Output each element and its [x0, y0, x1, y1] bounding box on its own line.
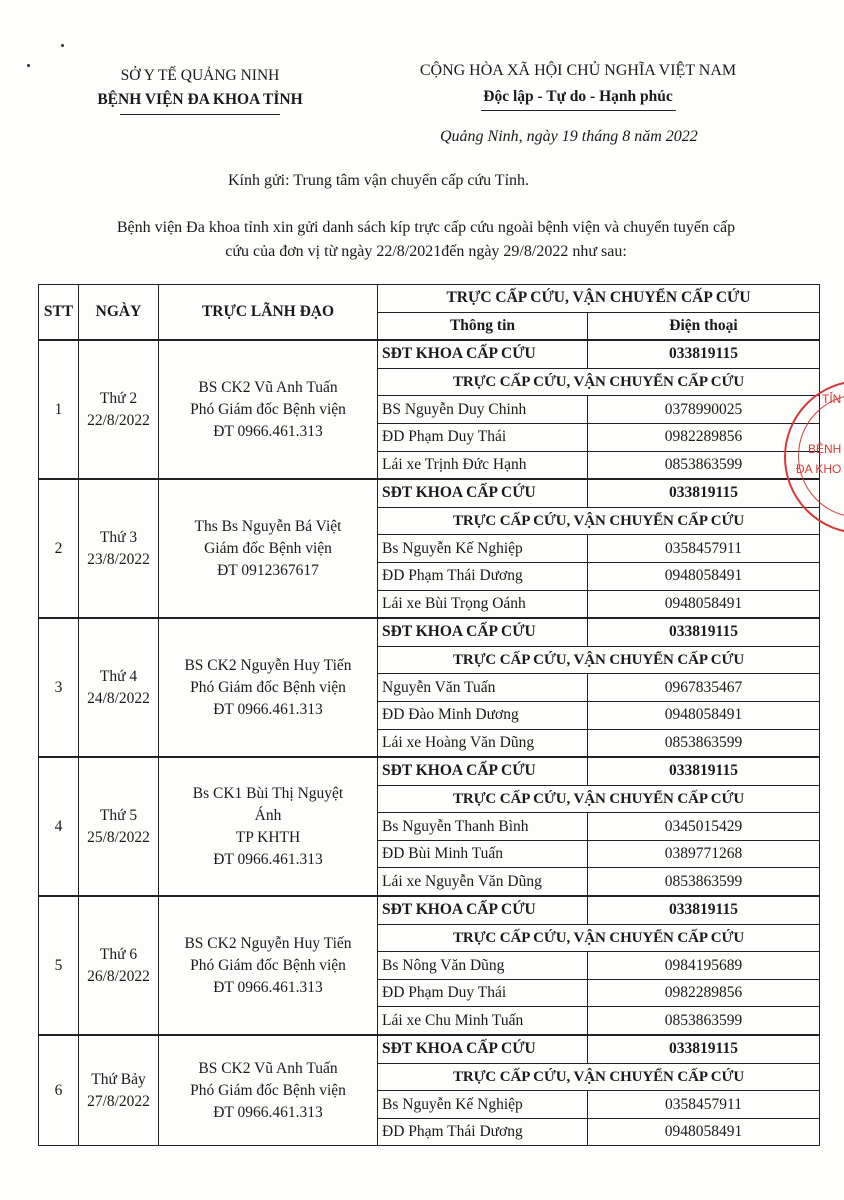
team-subheader: TRỰC CẤP CỨU, VẬN CHUYỂN CẤP CỨU — [378, 368, 820, 396]
leader-line: Bs CK1 Bùi Thị Nguyệt — [192, 784, 344, 802]
staff-phone: 0948058491 — [588, 701, 820, 729]
ec-phone-label: SĐT KHOA CẤP CỨU — [378, 1035, 588, 1063]
table-row — [39, 618, 820, 646]
leader-line: ĐT 0966.461.313 — [213, 1103, 323, 1121]
ec-phone-number: 033819115 — [588, 479, 820, 507]
staff-phone: 0853863599 — [588, 451, 820, 479]
staff-name: ĐD Phạm Thái Dương — [378, 1118, 588, 1146]
national-motto-block — [378, 58, 778, 111]
staff-name: ĐD Bùi Minh Tuấn — [378, 840, 588, 868]
col-header-leader: TRỰC LÃNH ĐẠO — [159, 285, 378, 341]
row-number: 1 — [39, 340, 79, 479]
col-header-info: Thông tin — [378, 312, 588, 340]
intro-paragraph — [46, 216, 806, 264]
staff-phone: 0853863599 — [588, 1007, 820, 1035]
ec-phone-label: SĐT KHOA CẤP CỨU — [378, 896, 588, 924]
seal-text: TỈN — [822, 392, 842, 406]
col-header-phone: Điện thoại — [588, 312, 820, 340]
col-header-group: TRỰC CẤP CỨU, VẬN CHUYỂN CẤP CỨU — [378, 285, 820, 313]
staff-name: ĐD Phạm Duy Thái — [378, 979, 588, 1007]
col-header-day: NGÀY — [79, 285, 159, 341]
leader-line: Giám đốc Bệnh viện — [204, 539, 332, 557]
team-subheader: TRỰC CẤP CỨU, VẬN CHUYỂN CẤP CỨU — [378, 646, 820, 674]
staff-name: Nguyễn Văn Tuấn — [378, 674, 588, 702]
intro-line: Bệnh viện Đa khoa tỉnh xin gửi danh sách kíp trực cấp cứu ngoài bệnh viện và chuyển tuyến cấp — [116, 219, 736, 236]
duty-date: 23/8/2022 — [87, 550, 150, 568]
leader-line: Phó Giám đốc Bệnh viện — [190, 956, 346, 974]
issuer-block — [70, 64, 330, 115]
leader-line: ĐT 0966.461.313 — [213, 700, 323, 718]
leader-line: BS CK2 Nguyễn Huy Tiến — [184, 934, 352, 952]
leader-line: ĐT 0966.461.313 — [213, 422, 323, 440]
duty-day — [79, 896, 159, 1035]
duty-day — [79, 618, 159, 757]
col-header-stt: STT — [39, 285, 79, 341]
staff-name: Lái xe Bùi Trọng Oánh — [378, 590, 588, 618]
table-row — [39, 896, 820, 924]
duty-day — [79, 757, 159, 896]
nation-name: CỘNG HÒA XÃ HỘI CHỦ NGHĨA VIỆT NAM — [419, 62, 737, 79]
leader-line: Ths Bs Nguyễn Bá Việt — [194, 517, 342, 535]
staff-name: Bs Nguyễn Kế Nghiệp — [378, 535, 588, 563]
ec-phone-number: 033819115 — [588, 1035, 820, 1063]
duty-day — [79, 340, 159, 479]
ec-phone-number: 033819115 — [588, 757, 820, 785]
duty-leader — [159, 896, 378, 1035]
staff-phone: 0948058491 — [588, 590, 820, 618]
staff-name: Bs Nông Văn Dũng — [378, 952, 588, 980]
schedule-body — [39, 340, 820, 1146]
staff-phone: 0378990025 — [588, 396, 820, 424]
team-subheader: TRỰC CẤP CỨU, VẬN CHUYỂN CẤP CỨU — [378, 924, 820, 952]
staff-phone: 0853863599 — [588, 868, 820, 896]
staff-phone: 0948058491 — [588, 562, 820, 590]
staff-name: Bs Nguyễn Kế Nghiệp — [378, 1091, 588, 1119]
duty-date: 25/8/2022 — [87, 828, 150, 846]
duty-leader — [159, 1035, 378, 1146]
table-row — [39, 479, 820, 507]
leader-line: Phó Giám đốc Bệnh viện — [190, 678, 346, 696]
ec-phone-label: SĐT KHOA CẤP CỨU — [378, 757, 588, 785]
staff-name: ĐD Phạm Duy Thái — [378, 423, 588, 451]
leader-line: BS CK2 Vũ Anh Tuấn — [198, 1059, 338, 1077]
duty-day — [79, 479, 159, 618]
scan-speck — [27, 64, 30, 67]
staff-phone: 0982289856 — [588, 979, 820, 1007]
staff-name: Lái xe Nguyễn Văn Dũng — [378, 868, 588, 896]
staff-phone: 0853863599 — [588, 729, 820, 757]
seal-text: BỆNH — [808, 442, 842, 456]
leader-line: ĐT 0912367617 — [217, 561, 319, 579]
intro-line: cứu của đơn vị từ ngày 22/8/2021đến ngày 29/8/2022 như sau: — [225, 243, 627, 260]
nation-motto: Độc lập - Tự do - Hạnh phúc — [483, 88, 673, 105]
ec-phone-label: SĐT KHOA CẤP CỨU — [378, 479, 588, 507]
leader-line: ĐT 0966.461.313 — [213, 850, 323, 868]
scan-speck — [61, 44, 64, 47]
weekday: Thứ 5 — [99, 806, 138, 824]
staff-name: ĐD Phạm Thái Dương — [378, 562, 588, 590]
table-row — [39, 340, 820, 368]
duty-schedule-table — [38, 284, 820, 1146]
leader-line: Phó Giám đốc Bệnh viện — [190, 400, 346, 418]
table-row — [39, 1035, 820, 1063]
duty-date: 27/8/2022 — [87, 1092, 150, 1110]
ec-phone-number: 033819115 — [588, 896, 820, 924]
issuer-department: SỞ Y TẾ QUẢNG NINH — [120, 67, 280, 84]
staff-phone: 0948058491 — [588, 1118, 820, 1146]
ec-phone-label: SĐT KHOA CẤP CỨU — [378, 340, 588, 368]
recipient-line: Kính gửi: Trung tâm vận chuyển cấp cứu Tỉnh. — [228, 172, 530, 189]
duty-date: 24/8/2022 — [87, 689, 150, 707]
staff-phone: 0984195689 — [588, 952, 820, 980]
row-number: 4 — [39, 757, 79, 896]
row-number: 2 — [39, 479, 79, 618]
leader-line: BS CK2 Nguyễn Huy Tiến — [184, 656, 352, 674]
duty-date: 26/8/2022 — [87, 967, 150, 985]
staff-phone: 0389771268 — [588, 840, 820, 868]
ec-phone-number: 033819115 — [588, 340, 820, 368]
row-number: 5 — [39, 896, 79, 1035]
leader-line: Ánh — [254, 806, 282, 824]
staff-name: ĐD Đào Minh Dương — [378, 701, 588, 729]
motto-underline — [481, 110, 676, 111]
team-subheader: TRỰC CẤP CỨU, VẬN CHUYỂN CẤP CỨU — [378, 507, 820, 535]
duty-date: 22/8/2022 — [87, 411, 150, 429]
staff-name: Lái xe Trịnh Đức Hạnh — [378, 451, 588, 479]
row-number: 3 — [39, 618, 79, 757]
staff-phone: 0358457911 — [588, 535, 820, 563]
document-date: Quảng Ninh, ngày 19 tháng 8 năm 2022 — [440, 128, 698, 145]
weekday: Thứ 6 — [99, 945, 138, 963]
staff-phone: 0358457911 — [588, 1091, 820, 1119]
weekday: Thứ Bảy — [91, 1070, 146, 1088]
duty-leader — [159, 757, 378, 896]
seal-inner-ring — [798, 394, 844, 518]
ec-phone-number: 033819115 — [588, 618, 820, 646]
staff-name: Bs Nguyễn Thanh Bình — [378, 813, 588, 841]
seal-text: ĐA KHO — [796, 462, 842, 476]
weekday: Thứ 2 — [99, 389, 138, 407]
table-row — [39, 757, 820, 785]
team-subheader: TRỰC CẤP CỨU, VẬN CHUYỂN CẤP CỨU — [378, 785, 820, 813]
team-subheader: TRỰC CẤP CỨU, VẬN CHUYỂN CẤP CỨU — [378, 1063, 820, 1091]
staff-name: Lái xe Chu Minh Tuấn — [378, 1007, 588, 1035]
staff-phone: 0967835467 — [588, 674, 820, 702]
staff-name: Lái xe Hoàng Văn Dũng — [378, 729, 588, 757]
staff-phone: 0345015429 — [588, 813, 820, 841]
leader-line: ĐT 0966.461.313 — [213, 978, 323, 996]
duty-leader — [159, 618, 378, 757]
issuer-underline — [120, 114, 280, 115]
leader-line: BS CK2 Vũ Anh Tuấn — [198, 378, 338, 396]
duty-leader — [159, 479, 378, 618]
leader-line: Phó Giám đốc Bệnh viện — [190, 1081, 346, 1099]
staff-phone: 0982289856 — [588, 423, 820, 451]
weekday: Thứ 4 — [99, 667, 138, 685]
duty-day — [79, 1035, 159, 1146]
issuer-hospital: BỆNH VIỆN ĐA KHOA TỈNH — [97, 91, 303, 108]
ec-phone-label: SĐT KHOA CẤP CỨU — [378, 618, 588, 646]
weekday: Thứ 3 — [99, 528, 138, 546]
duty-leader — [159, 340, 378, 479]
staff-name: BS Nguyễn Duy Chinh — [378, 396, 588, 424]
leader-line: TP KHTH — [235, 828, 301, 846]
row-number: 6 — [39, 1035, 79, 1146]
